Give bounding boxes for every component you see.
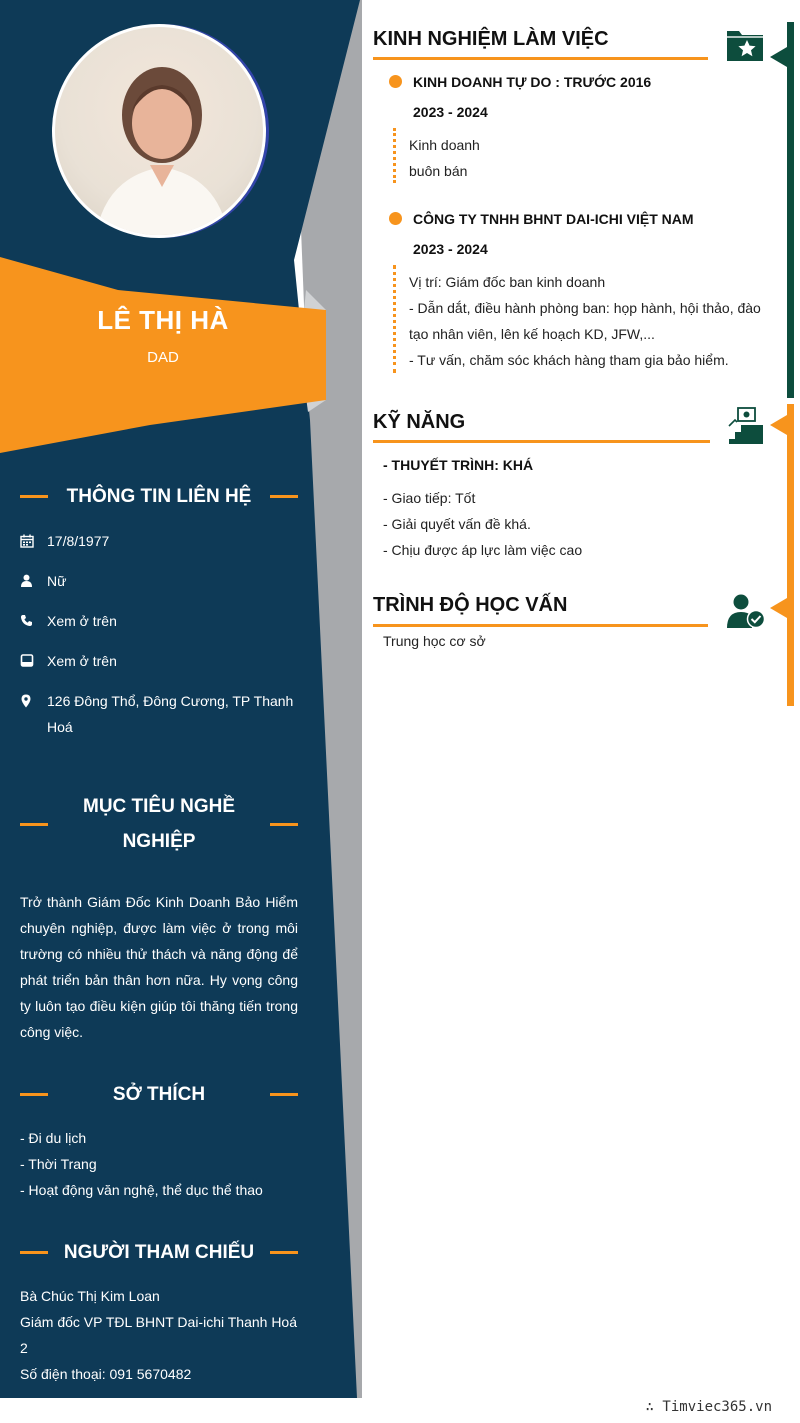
reference-line: Giám đốc VP TĐL BHNT Dai-ichi Thanh Hoá 2	[20, 1314, 298, 1356]
header-dash	[270, 1251, 298, 1254]
person-icon	[20, 573, 47, 590]
education-text: Trung học cơ sở	[383, 633, 486, 649]
contact-email	[20, 653, 300, 674]
skill-item: - Giải quyết vấn đề khá.	[383, 516, 531, 532]
candidate-name: LÊ THỊ HÀ	[97, 305, 229, 335]
skill-item: - Chịu được áp lực làm việc cao	[383, 542, 583, 558]
footer-brand[interactable]	[646, 1399, 772, 1415]
objective-section-header	[20, 789, 298, 859]
education-title: TRÌNH ĐỘ HỌC VẤN	[373, 594, 568, 616]
contact-birthdate	[20, 533, 300, 554]
reference-line: Số điện thoại: 091 5670482	[20, 1366, 192, 1382]
header-dash	[20, 1093, 48, 1096]
experience-underline	[373, 57, 708, 60]
contact-section-header	[20, 479, 298, 514]
email-icon	[20, 653, 47, 670]
reference-details	[20, 1283, 298, 1387]
header-dash	[270, 1093, 298, 1096]
job-company: CÔNG TY TNHH BHNT DAI-ICHI VIỆT NAM	[413, 211, 694, 227]
job-description	[409, 132, 769, 184]
header-dash	[20, 1251, 48, 1254]
skill-stairs-icon	[727, 406, 765, 451]
job-description	[409, 269, 769, 373]
experience-side-bar	[787, 22, 794, 398]
objective-text: Trở thành Giám Đốc Kinh Doanh Bảo Hiểm chuyên nghiệp, được làm việc ở trong môi trường có nhiều thử thách và năng động để phát triển bản thân hơn nữa. Hy vọng công ty luôn tạo điều kiện giúp tôi thăng tiến trong công việc.	[20, 894, 298, 1040]
contact-address	[20, 693, 300, 740]
contact-title: THÔNG TIN LIÊN HỆ	[66, 486, 252, 507]
contact-text: 17/8/1977	[47, 533, 110, 549]
hobby-item: - Đi du lịch	[20, 1130, 87, 1146]
dots-icon: ∴	[645, 1399, 654, 1415]
skills-headline: - THUYẾT TRÌNH: KHÁ	[383, 457, 534, 473]
contact-text: 126 Đông Thổ, Đông Cương, TP Thanh Hoá	[47, 693, 294, 735]
timeline-dot	[389, 75, 402, 88]
contact-text: Nữ	[47, 573, 67, 589]
job-line: Vị trí: Giám đốc ban kinh doanh	[409, 274, 606, 290]
education-underline	[373, 624, 708, 627]
profile-photo	[52, 24, 266, 238]
timeline-dotted-line	[393, 128, 396, 183]
contact-gender	[20, 573, 300, 594]
hobby-item: - Hoạt động văn nghệ, thể dục thể thao	[20, 1182, 263, 1198]
candidate-role: DAD	[147, 349, 179, 366]
footer-brand-text: Timviec365.vn	[662, 1399, 772, 1415]
hobby-item: - Thời Trang	[20, 1156, 97, 1172]
header-dash	[20, 495, 48, 498]
skill-item: - Giao tiếp: Tốt	[383, 490, 476, 506]
job-line: Kinh doanh	[409, 137, 480, 153]
skills-side-pointer	[770, 415, 787, 435]
hobbies-list	[20, 1125, 298, 1203]
job-line: - Tư vấn, chăm sóc khách hàng tham gia bảo hiểm.	[409, 352, 729, 368]
location-icon	[20, 693, 47, 711]
header-dash	[270, 495, 298, 498]
contact-text: Xem ở trên	[47, 613, 117, 629]
skills-side-bar	[787, 404, 794, 706]
reference-title: NGƯỜI THAM CHIẾU	[63, 1242, 255, 1263]
folder-star-icon	[725, 27, 765, 68]
header-dash	[270, 823, 298, 826]
hobbies-title: SỞ THÍCH	[112, 1084, 206, 1105]
timeline-dot	[389, 212, 402, 225]
reference-section-header	[20, 1235, 298, 1270]
person-portrait-image	[55, 27, 266, 238]
calendar-icon	[20, 533, 47, 551]
contact-phone	[20, 613, 300, 634]
skills-title: KỸ NĂNG	[373, 411, 466, 433]
reference-line: Bà Chúc Thị Kim Loan	[20, 1288, 160, 1304]
job-line: - Dẫn dắt, điều hành phòng ban: họp hành, hội thảo, đào tạo nhân viên, lên kế hoạch KD, JFW,...	[409, 300, 761, 342]
job-company: KINH DOANH TỰ DO : TRƯỚC 2016	[413, 74, 652, 90]
job-period: 2023 - 2024	[413, 241, 488, 257]
contact-text: Xem ở trên	[47, 653, 117, 669]
experience-title: KINH NGHIỆM LÀM VIỆC	[373, 28, 609, 50]
job-line: buôn bán	[409, 163, 468, 179]
skills-list	[383, 485, 763, 563]
timeline-dotted-line	[393, 265, 396, 373]
education-side-pointer	[770, 598, 787, 618]
job-period: 2023 - 2024	[413, 104, 488, 120]
objective-title: MỤC TIÊU NGHỀ NGHIỆP	[83, 796, 235, 852]
header-dash	[20, 823, 48, 826]
experience-side-pointer	[770, 47, 787, 67]
skills-underline	[373, 440, 710, 443]
hobbies-section-header	[20, 1077, 298, 1112]
phone-icon	[20, 613, 47, 630]
